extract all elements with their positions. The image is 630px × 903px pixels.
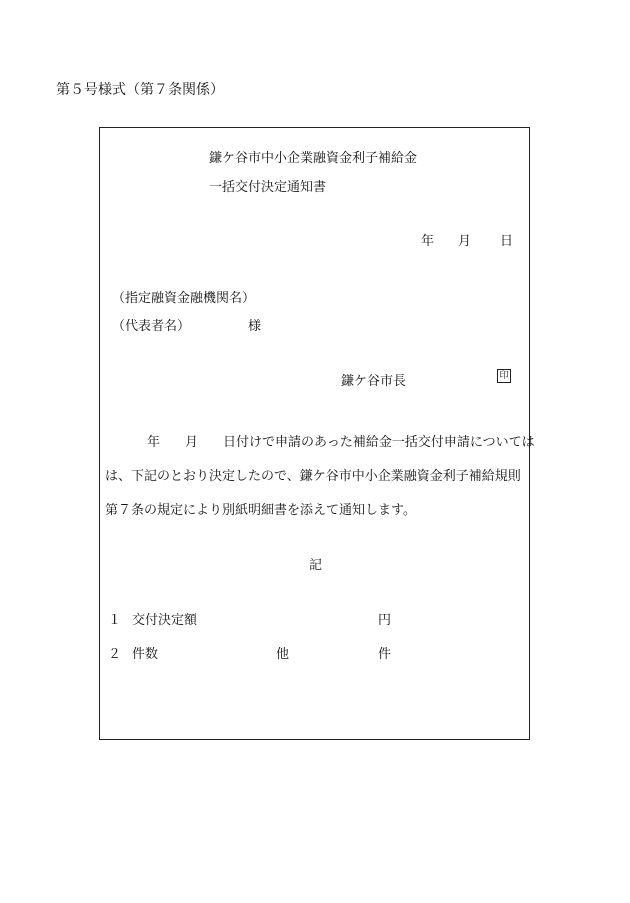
addressee-representative: （代表者名） [112,319,191,334]
body-month: 月 [185,435,199,450]
body-line2: は、下記のとおり決定したので、鎌ケ谷市中小企業融資金利子補給規則 [105,469,521,484]
item-unit: 円 [378,613,392,628]
item-label: 件数 [132,647,159,662]
date-month: 月 [458,234,472,249]
form-number-label: 第５号様式（第７条関係） [56,82,224,98]
item-label: 交付決定額 [132,613,198,628]
body-year: 年 [147,435,161,450]
body-line3: 第７条の規定により別紙明細書を添えて通知します。 [105,503,416,518]
seal-mark-icon: 印 [497,369,511,383]
sender-name: 鎌ケ谷市長 [341,374,407,389]
item-number: １ [108,613,122,628]
item-number: ２ [108,647,122,662]
item-other: 他 [276,647,290,662]
body-line1: 日付けで申請のあった補給金一括交付申請については [223,435,535,450]
document-title-line1: 鎌ケ谷市中小企業融資金利子補給金 [209,151,418,166]
date-day: 日 [500,234,514,249]
date-year: 年 [421,234,435,249]
addressee-honorific: 様 [248,319,262,334]
ki-heading: 記 [309,558,323,573]
addressee-institution: （指定融資金融機関名） [112,291,256,306]
item-unit: 件 [378,647,392,662]
document-title-line2: 一括交付決定通知書 [209,180,327,195]
